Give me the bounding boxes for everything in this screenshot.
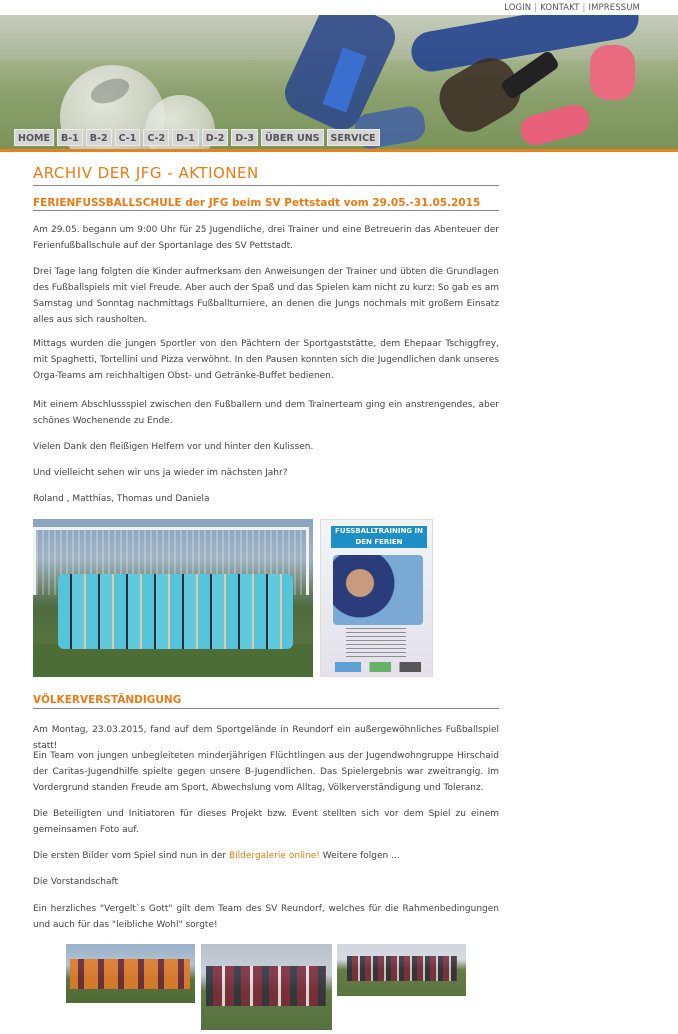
poster-image[interactable]	[320, 519, 433, 677]
paragraph: Die ersten Bilder vom Spiel sind nun in der Bildergalerie online! Weitere folgen ...	[33, 851, 400, 861]
paragraph: Die Vorstandschaft	[33, 877, 119, 887]
match-photo-1[interactable]	[66, 944, 195, 1003]
divider	[33, 708, 499, 709]
section-title: FERIENFUSSBALLSCHULE der JFG beim SV Pettstadt vom 29.05.-31.05.2015	[33, 197, 481, 209]
accent-divider	[0, 149, 678, 152]
nav-d-1[interactable]: D-1	[172, 129, 199, 146]
poster-title: FUSSBALLTRAINING IN DEN FERIEN	[331, 526, 427, 548]
kontakt-link[interactable]: KONTAKT	[540, 3, 580, 13]
impressum-link[interactable]: IMPRESSUM	[588, 3, 640, 13]
paragraph: Ein herzliches "Vergelt`s Gott" gilt dem Team des SV Reundorf, welches für die Rahmenbedingungen und auch für das "leibliche Wohl" sorgte!	[33, 904, 499, 930]
divider	[33, 210, 499, 211]
nav-home[interactable]: HOME	[14, 129, 54, 146]
nav-d-3[interactable]: D-3	[231, 129, 258, 146]
nav-d-2[interactable]: D-2	[202, 129, 229, 146]
paragraph: Roland , Matthias, Thomas und Daniela	[33, 494, 210, 504]
paragraph: Drei Tage lang folgten die Kinder aufmerksam den Anweisungen der Trainer und übten die Grundlagen des Fußballspiels mit viel Freude. Aber auch der Spaß und das Spielen kam nicht zu kurz: So gab es am Samstag und Sonntag nachmittags Fußballturniere, an denen die Jungs nochmals mit großem Einsatz alles aus sich rausholten.	[33, 267, 499, 325]
top-bar	[0, 0, 678, 15]
match-photo-3[interactable]	[337, 944, 466, 996]
nav-c-1[interactable]: C-1	[115, 129, 141, 146]
nav-service[interactable]: SERVICE	[327, 129, 380, 146]
page-title: ARCHIV DER JFG - AKTIONEN	[33, 164, 259, 182]
paragraph: Am 29.05. begann um 9:00 Uhr für 25 Jugendliche, drei Trainer und eine Betreuerin das Abenteuer der Ferienfußballschule auf der Sportanlage des SV Pettstadt.	[33, 225, 499, 251]
main-navigation	[14, 129, 380, 147]
match-photo-2[interactable]	[201, 944, 332, 1030]
paragraph: Vielen Dank den fleißigen Helfern vor und hinter den Kulissen.	[33, 442, 314, 452]
paragraph: Mit einem Abschlussspiel zwischen den Fußballern und dem Trainerteam ging ein anstrengendes, aber schönes Wochenende zu Ende.	[33, 400, 499, 426]
paragraph: Die Beteiligten und Initiatoren für dieses Projekt bzw. Event stellten sich vor dem Spiel zu einem gemeinsamen Foto auf.	[33, 809, 499, 835]
paragraph: Ein Team von jungen unbegleiteten minderjährigen Flüchtlingen aus der Jugendwohngruppe Hirschaid der Caritas-Jugendhilfe spielte gegen unsere B-Jugendlichen. Das Spielergebnis war zweitrangig. Im Vordergrund standen Freude am Sport, Abwechslung vom Alltag, Völkerverständigung und Toleranz.	[33, 751, 499, 793]
paragraph: Mittags wurden die jungen Sportler von den Pächtern der Sportgaststätte, dem Ehepaar Tschiggfrey, mit Spaghetti, Tortellini und Pizza verwöhnt. In den Pausen konnten sich die Jugendlichen dank unseres Orga-Teams am reichhaltigen Obst- und Getränke-Buffet bedienen.	[33, 339, 499, 381]
top-links: LOGIN | KONTAKT | IMPRESSUM	[504, 3, 640, 13]
section-title: VÖLKERVERSTÄNDIGUNG	[33, 694, 182, 706]
login-link[interactable]: LOGIN	[504, 3, 532, 13]
nav-c-2[interactable]: C-2	[143, 129, 169, 146]
divider	[33, 185, 499, 186]
nav-b-1[interactable]: B-1	[57, 129, 83, 146]
bildergalerie-link[interactable]: Bildergalerie online!	[228, 851, 320, 861]
team-photo[interactable]	[33, 519, 313, 677]
nav-ueber-uns[interactable]: ÜBER UNS	[261, 129, 324, 146]
nav-b-2[interactable]: B-2	[86, 129, 112, 146]
paragraph: Und vielleicht sehen wir uns ja wieder im nächsten Jahr?	[33, 468, 288, 478]
paragraph: Am Montag, 23.03.2015, fand auf dem Sportgelände in Reundorf ein außergewöhnliches Fußballspiel statt!	[33, 725, 499, 751]
